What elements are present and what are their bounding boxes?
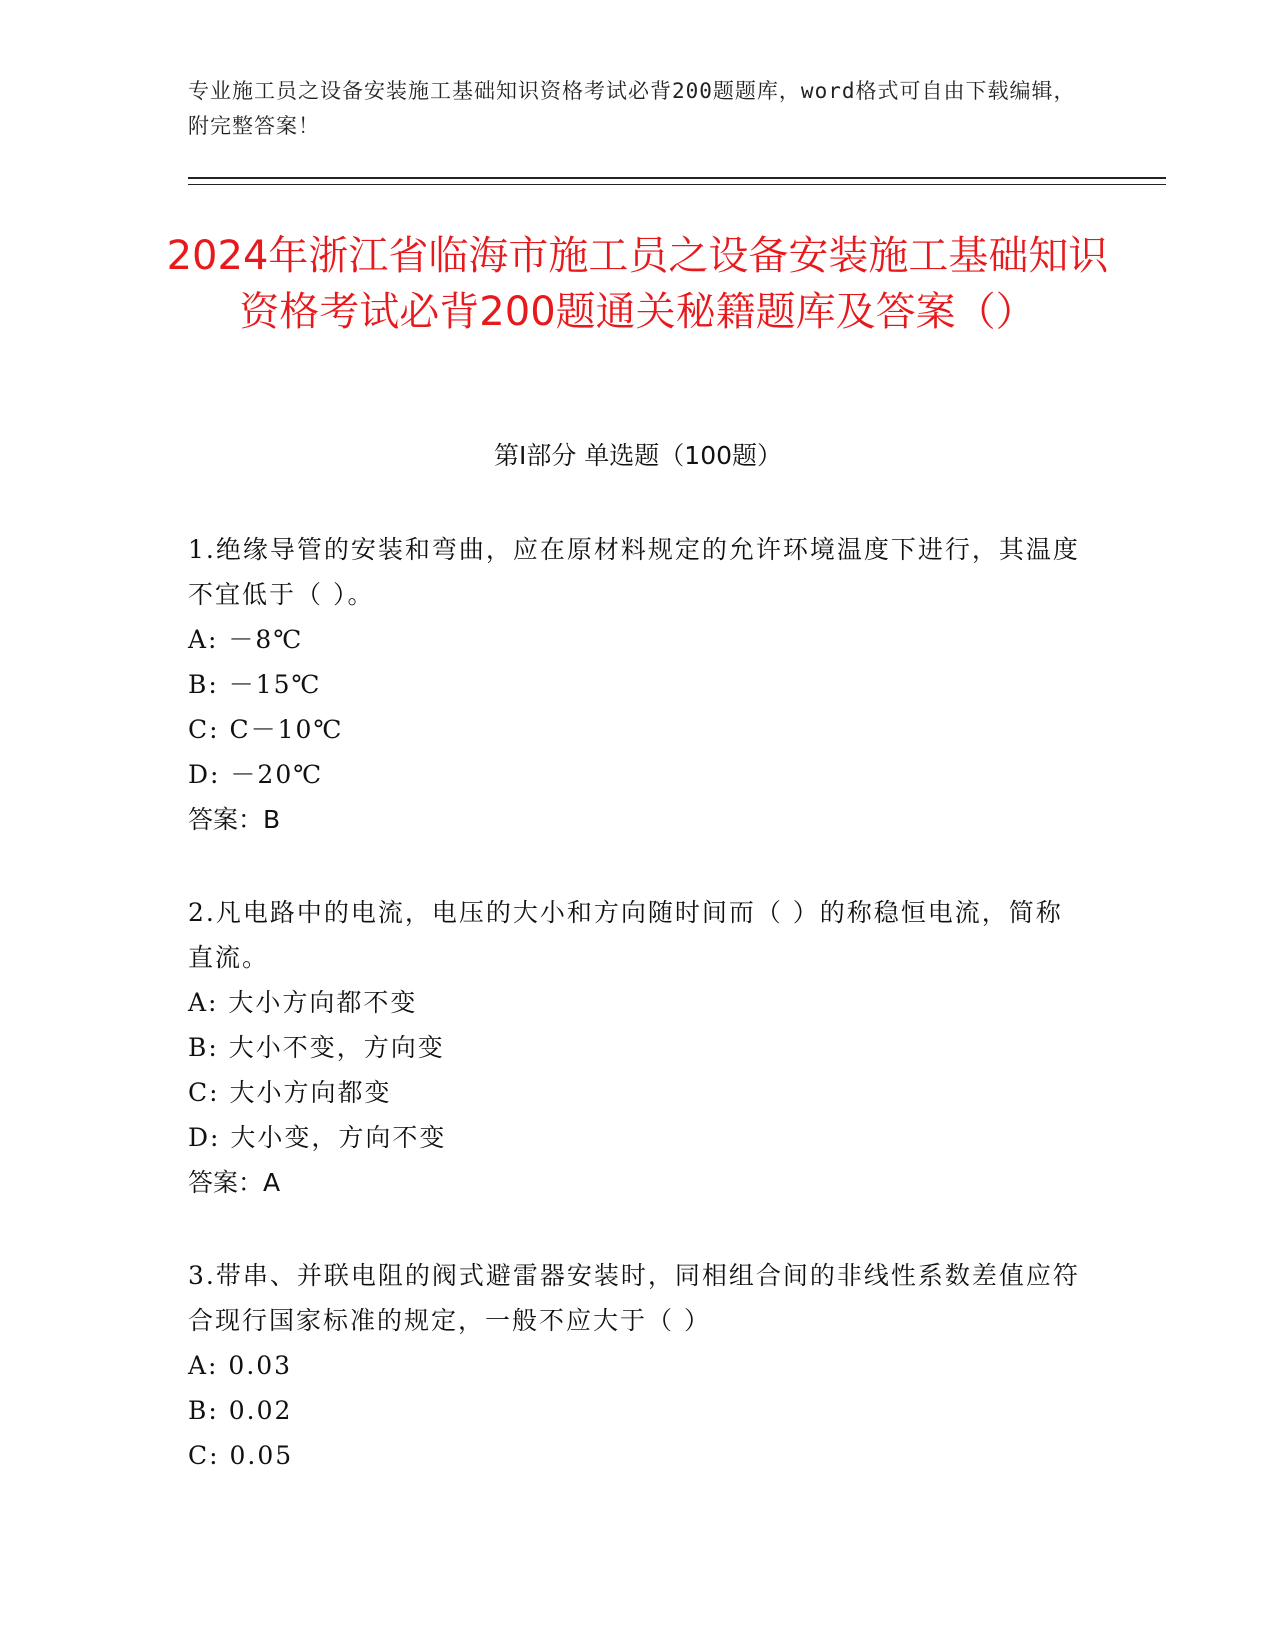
question-1 xyxy=(188,527,1088,842)
question-list xyxy=(188,527,1088,1526)
option-list xyxy=(188,980,1088,1160)
header-divider-thin xyxy=(188,184,1166,185)
header-note: 专业施工员之设备安装施工基础知识资格考试必背200题题库，word格式可自由下载编辑，附完整答案！ xyxy=(188,79,1076,138)
header-divider-thick xyxy=(188,177,1166,179)
section-heading: 第I部分 单选题（100题） xyxy=(493,441,783,470)
option-b: B: 0.02 xyxy=(188,1396,293,1425)
document-title: 2024年浙江省临海市施工员之设备安装施工基础知识资格考试必背200题通关秘籍题库及答案（） xyxy=(166,233,1109,335)
option-b: B: －15℃ xyxy=(188,670,322,699)
option-list xyxy=(188,617,1088,797)
question-2 xyxy=(188,890,1088,1205)
option-b: B: 大小不变，方向变 xyxy=(188,1033,445,1062)
option-c: C: C－10℃ xyxy=(188,715,344,744)
option-d: D: 大小变，方向不变 xyxy=(188,1123,447,1152)
option-c: C: 大小方向都变 xyxy=(188,1078,392,1107)
option-a: A: －8℃ xyxy=(188,625,304,654)
answer-line: 答案：B xyxy=(188,805,281,834)
question-stem: 2.凡电路中的电流，电压的大小和方向随时间而（ ）的称稳恒电流，简称直流。 xyxy=(188,898,1063,972)
question-stem: 1.绝缘导管的安装和弯曲，应在原材料规定的允许环境温度下进行，其温度不宜低于（ ）。 xyxy=(188,535,1080,609)
option-a: A: 0.03 xyxy=(188,1351,293,1380)
question-3 xyxy=(188,1253,1088,1478)
answer-line: 答案：A xyxy=(188,1168,281,1197)
option-c: C: 0.05 xyxy=(188,1441,294,1470)
option-list xyxy=(188,1343,1088,1478)
option-a: A: 大小方向都不变 xyxy=(188,988,418,1017)
option-d: D: －20℃ xyxy=(188,760,324,789)
question-stem: 3.带串、并联电阻的阀式避雷器安装时，同相组合间的非线性系数差值应符合现行国家标准的规定，一般不应大于（ ） xyxy=(188,1261,1080,1335)
